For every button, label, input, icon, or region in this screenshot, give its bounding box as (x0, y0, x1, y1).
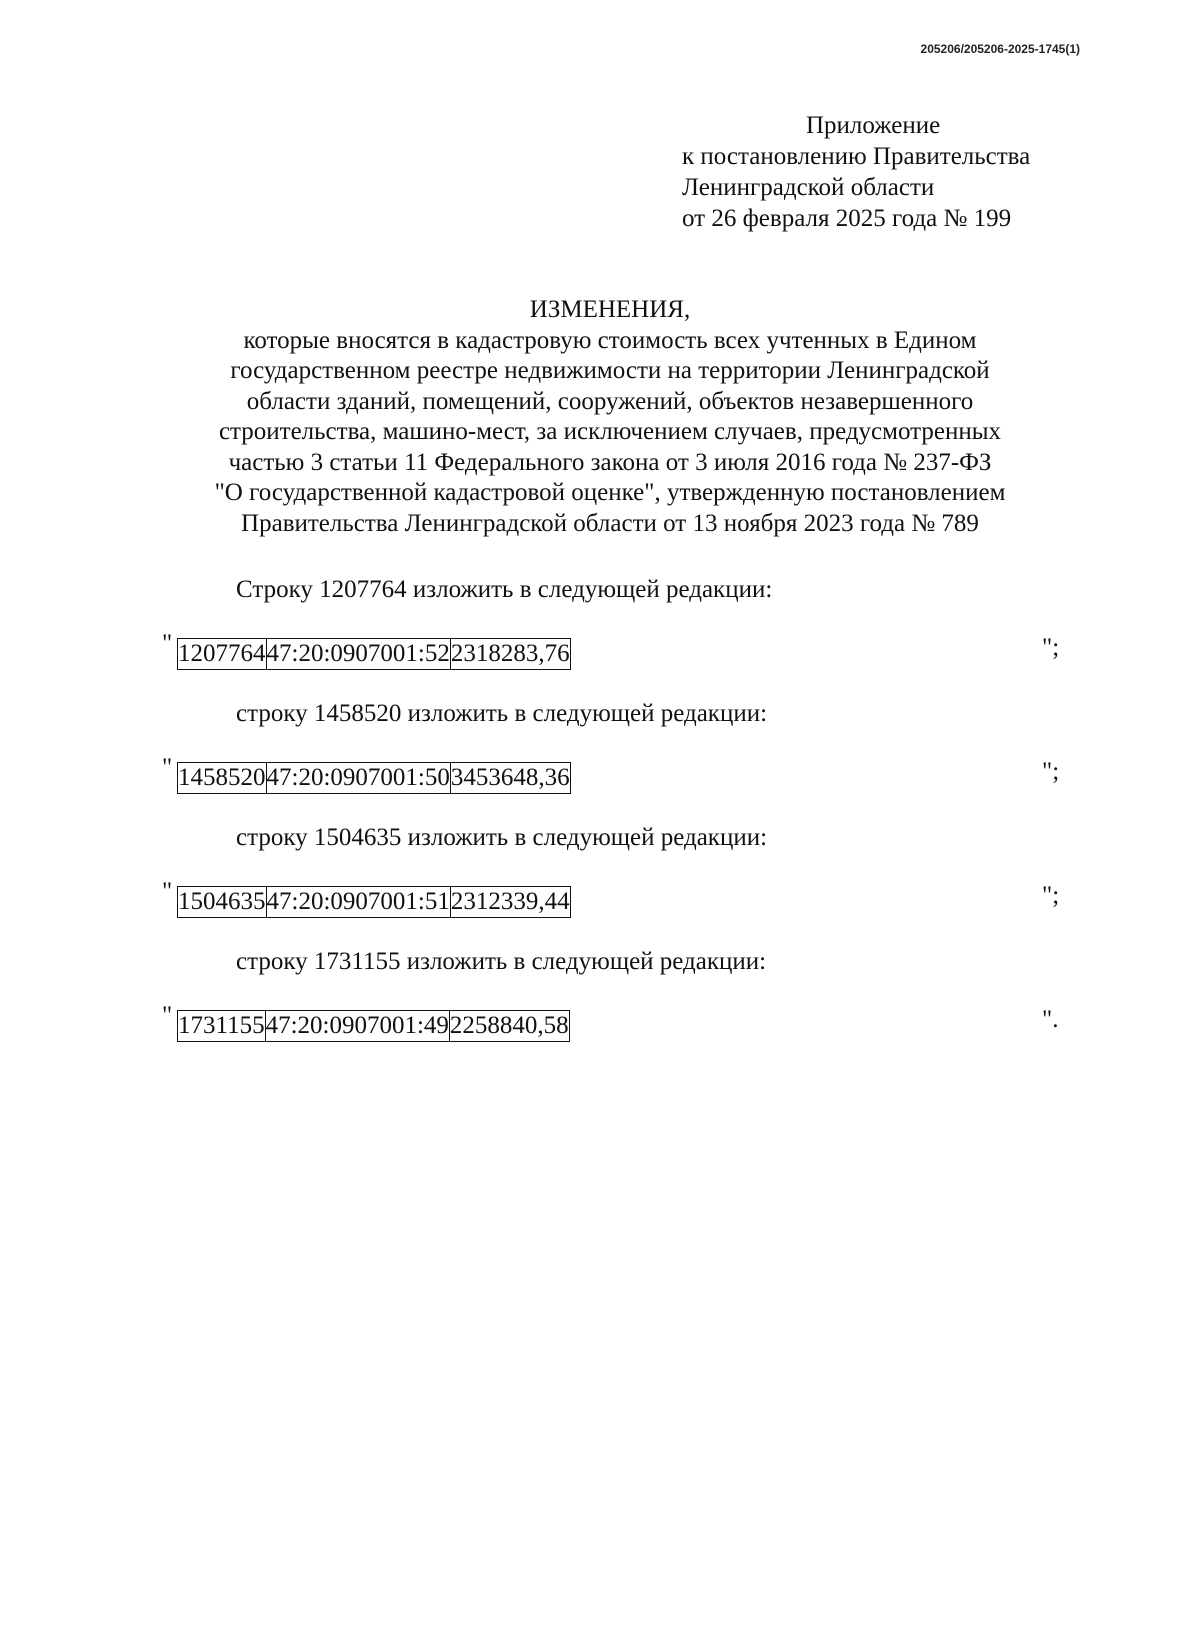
quote-open: " (162, 754, 173, 781)
record-table (177, 886, 571, 918)
row-number-cell: 1458520 (178, 763, 267, 794)
heading-line: строительства, машино-мест, за исключением случаев, предусмотренных (218, 418, 1002, 445)
heading-line: государственном реестре недвижимости на территории Ленинградской (230, 357, 990, 384)
quote-close: "; (1042, 634, 1060, 661)
quote-open: " (162, 630, 173, 657)
quote-open: " (162, 1002, 173, 1029)
record-table (177, 1010, 570, 1042)
record-table (177, 638, 571, 670)
amendment-instruction: строку 1504635 изложить в следующей редакции: (236, 824, 768, 851)
record-table (177, 762, 571, 794)
cadastral-value-cell: 3453648,36 (450, 763, 570, 794)
row-number-cell: 1731155 (178, 1011, 266, 1042)
quote-close: "; (1042, 758, 1060, 785)
heading-line: области зданий, помещений, сооружений, объектов незавершенного (246, 387, 974, 415)
appendix-line: от 26 февраля 2025 года № 199 (682, 205, 1012, 232)
heading-line: частью 3 статьи 11 Федерального закона от 3 июля 2016 года № 237-ФЗ (228, 448, 992, 476)
row-number-cell: 1207764 (178, 639, 267, 670)
appendix-line: к постановлению Правительства (682, 143, 1031, 170)
amendment-instruction: Строку 1207764 изложить в следующей редакции: (236, 576, 773, 603)
cadastral-number-cell: 47:20:0907001:49 (265, 1011, 449, 1042)
cadastral-number-cell: 47:20:0907001:50 (266, 763, 450, 794)
heading-line: которые вносятся в кадастровую стоимость всех учтенных в Едином (243, 326, 977, 354)
appendix-line: Ленинградской области (682, 174, 935, 201)
amendment-instruction: строку 1731155 изложить в следующей редакции: (236, 948, 767, 975)
cadastral-number-cell: 47:20:0907001:51 (266, 887, 450, 918)
cadastral-value-cell: 2312339,44 (450, 887, 570, 918)
quote-open: " (162, 878, 173, 905)
cadastral-value-cell: 2318283,76 (450, 639, 570, 670)
row-number-cell: 1504635 (178, 887, 267, 918)
appendix-title: Приложение (806, 112, 941, 139)
appendix-block (682, 110, 1030, 234)
heading-title: ИЗМЕНЕНИЯ, (529, 296, 691, 323)
heading-line: Правительства Ленинградской области от 13 ноября 2023 года № 789 (241, 509, 979, 537)
document-id: 205206/205206-2025-1745(1) (920, 42, 1080, 56)
heading-line: "О государственной кадастровой оценке", утвержденную постановлением (214, 479, 1006, 506)
document-heading (130, 295, 1090, 539)
cadastral-number-cell: 47:20:0907001:52 (266, 639, 450, 670)
cadastral-value-cell: 2258840,58 (449, 1011, 569, 1042)
amendment-instruction: строку 1458520 изложить в следующей редакции: (236, 700, 768, 727)
quote-close: "; (1042, 882, 1060, 909)
quote-close: ". (1042, 1006, 1059, 1033)
